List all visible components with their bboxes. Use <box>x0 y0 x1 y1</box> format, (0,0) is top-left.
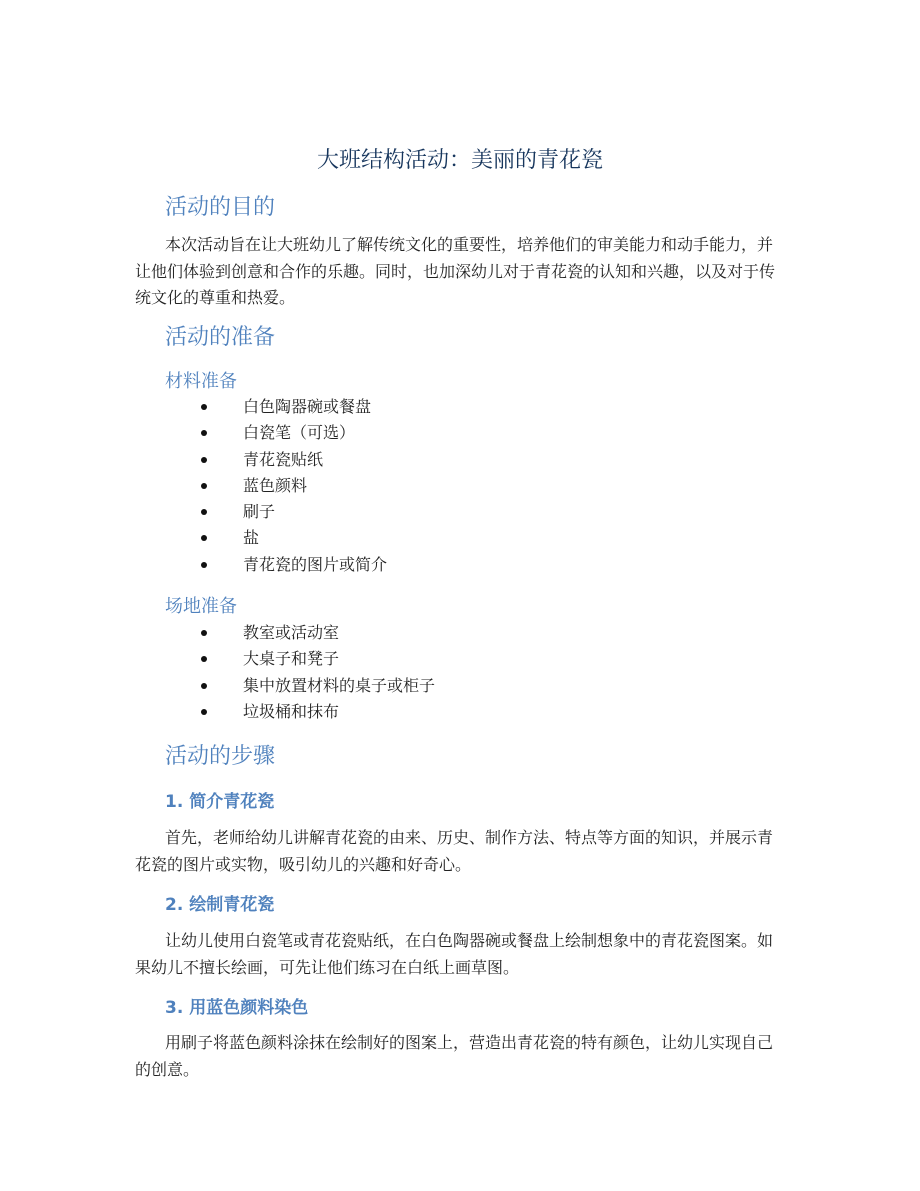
bullet-icon <box>201 457 207 463</box>
bullet-icon <box>201 709 207 715</box>
bullet-icon <box>201 562 207 568</box>
paragraph-step-3: 用刷子将蓝色颜料涂抹在绘制好的图案上，营造出青花瓷的特有颜色，让幼儿实现自己的创意。 <box>135 1033 774 1079</box>
heading-materials: 材料准备 <box>165 371 237 392</box>
heading-venue: 场地准备 <box>165 596 237 617</box>
heading-preparation: 活动的准备 <box>165 325 276 350</box>
list-item: 白色陶器碗或餐盘 <box>195 394 387 420</box>
paragraph-step-1: 首先，老师给幼儿讲解青花瓷的由来、历史、制作方法、特点等方面的知识，并展示青花瓷的图片或实物，吸引幼儿的兴趣和好奇心。 <box>135 828 774 874</box>
bullet-icon <box>201 656 207 662</box>
list-item: 青花瓷的图片或简介 <box>195 552 387 578</box>
heading-step-3: 3. 用蓝色颜料染色 <box>165 998 309 1018</box>
heading-step-1: 1. 简介青花瓷 <box>165 792 275 812</box>
bullet-icon <box>201 430 207 436</box>
bullet-icon <box>201 535 207 541</box>
paragraph-purpose: 本次活动旨在让大班幼儿了解传统文化的重要性，培养他们的审美能力和动手能力，并让他们体验到创意和合作的乐趣。同时，也加深幼儿对于青花瓷的认知和兴趣，以及对于传统文化的尊重和热爱。 <box>135 235 776 307</box>
heading-steps: 活动的步骤 <box>165 744 276 769</box>
venue-list <box>195 620 435 725</box>
bullet-icon <box>201 509 207 515</box>
bullet-icon <box>201 404 207 410</box>
materials-list <box>195 394 387 578</box>
bullet-icon <box>201 630 207 636</box>
bullet-icon <box>201 683 207 689</box>
list-item: 蓝色颜料 <box>195 473 387 499</box>
list-item: 垃圾桶和抹布 <box>195 699 435 725</box>
list-item: 盐 <box>195 525 387 551</box>
list-item: 刷子 <box>195 499 387 525</box>
bullet-icon <box>201 483 207 489</box>
document-title: 大班结构活动：美丽的青花瓷 <box>316 148 603 173</box>
list-item: 白瓷笔（可选） <box>195 420 387 446</box>
list-item: 教室或活动室 <box>195 620 435 646</box>
list-item: 大桌子和凳子 <box>195 646 435 672</box>
list-item: 青花瓷贴纸 <box>195 447 387 473</box>
list-item: 集中放置材料的桌子或柜子 <box>195 673 435 699</box>
heading-step-2: 2. 绘制青花瓷 <box>165 895 275 915</box>
paragraph-step-2: 让幼儿使用白瓷笔或青花瓷贴纸，在白色陶器碗或餐盘上绘制想象中的青花瓷图案。如果幼儿不擅长绘画，可先让他们练习在白纸上画草图。 <box>135 931 774 977</box>
heading-purpose: 活动的目的 <box>165 195 276 220</box>
